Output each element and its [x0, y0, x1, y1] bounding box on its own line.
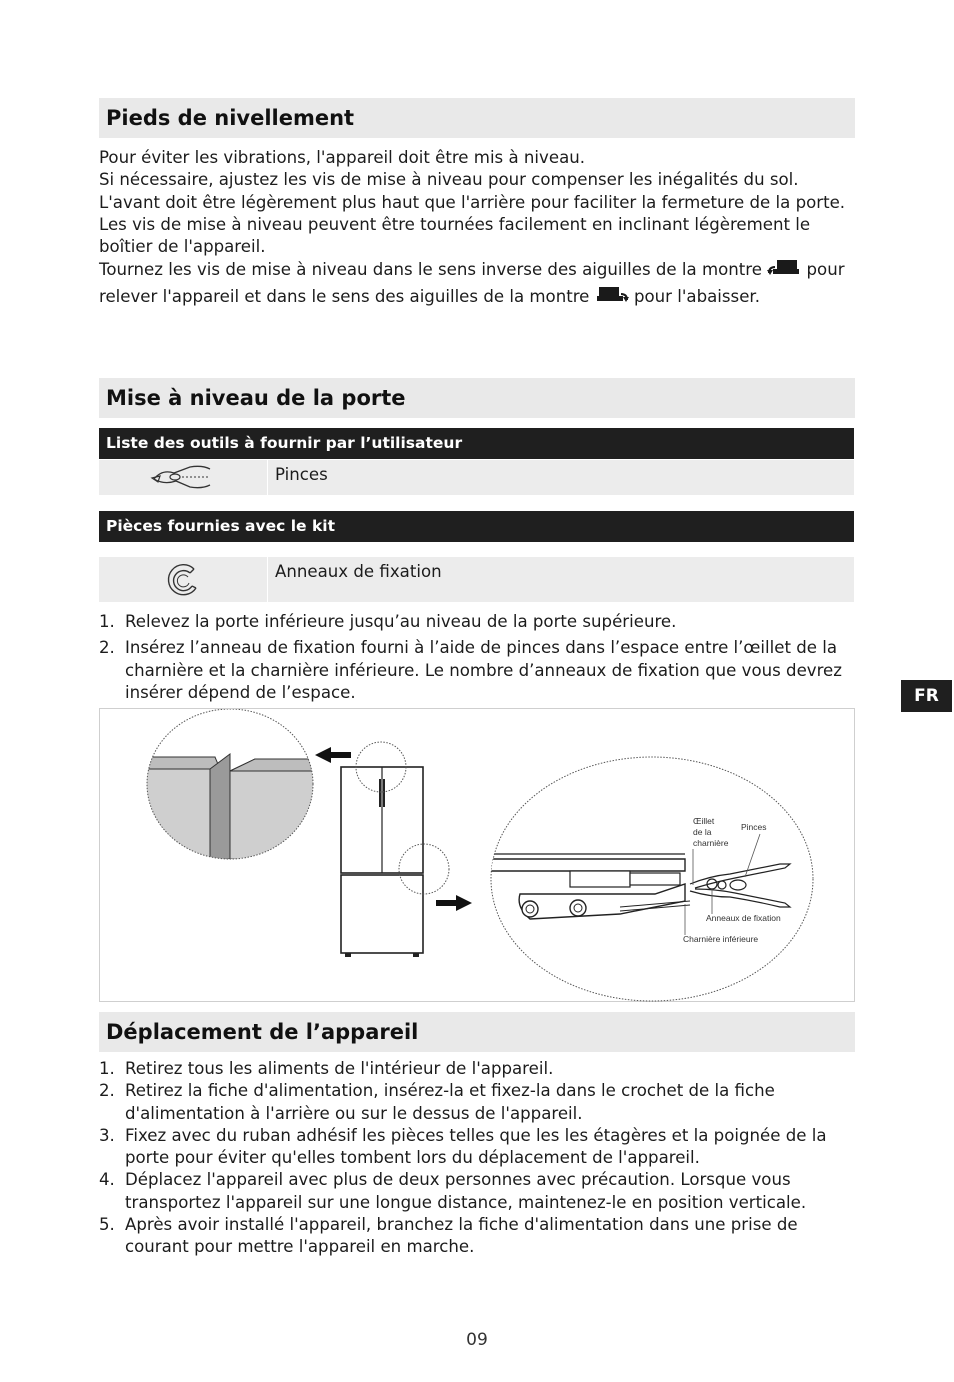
door-leveling-illustration	[99, 708, 855, 1002]
leveling-paragraph-2: Si nécessaire, ajustez les vis de mise à niveau pour compenser les inégalités du sol.	[99, 170, 799, 190]
list-item: 4. Déplacez l'appareil avec plus de deux personnes avec précaution. Lorsque vous transportez l'appareil sur une longue distance, maintenez-le en position verticale.	[99, 1170, 807, 1212]
arrow-left-icon	[315, 747, 351, 763]
arrow-right-icon	[436, 895, 472, 911]
door-gap-detail	[140, 709, 340, 879]
counterclockwise-rotation-icon	[767, 258, 801, 284]
pliers-icon	[99, 460, 268, 495]
leveling-paragraph-5-part-2: pour relever l'appareil et dans le sens des aiguilles de la montre	[99, 260, 845, 306]
part-row-rings	[99, 557, 854, 602]
label-eyelet-line-3: charnière	[693, 838, 729, 848]
label-pliers: Pinces	[741, 822, 767, 832]
tools-list-header: Liste des outils à fournir par l’utilisateur	[99, 428, 854, 459]
page-number: 09	[466, 1330, 488, 1350]
moving-steps-list	[99, 1058, 857, 1259]
clockwise-rotation-icon	[595, 285, 629, 311]
hinge-detail	[490, 757, 813, 1001]
leveling-paragraph-5-part-3: pour l'abaisser.	[628, 286, 760, 306]
retaining-ring-icon	[99, 557, 268, 602]
leveling-paragraph-1: Pour éviter les vibrations, l'appareil doit être mis à niveau.	[99, 148, 586, 167]
label-lower-hinge: Charnière inférieure	[683, 934, 759, 944]
list-item: 1. Relevez la porte inférieure jusqu’au niveau de la porte supérieure.	[99, 612, 677, 631]
list-item: 5. Après avoir installé l'appareil, branchez la fiche d'alimentation dans une prise de courant pour mettre l'appareil en marche.	[99, 1215, 798, 1257]
tool-item-pliers: Pinces	[275, 465, 328, 484]
section-title-moving-appliance: Déplacement de l’appareil	[99, 1012, 855, 1052]
list-item: 2. Retirez la fiche d'alimentation, insérez-la et fixez-la dans le crochet de la fiche d'alimentation à l'arrière ou sur le dessus de l'appareil.	[99, 1081, 775, 1123]
part-item-rings: Anneaux de fixation	[275, 562, 442, 581]
section-title-leveling-feet: Pieds de nivellement	[99, 98, 855, 138]
leveling-paragraph-5-part-1: Tournez les vis de mise à niveau dans le sens inverse des aiguilles de la montre	[99, 260, 762, 280]
leveling-paragraph-3: L'avant doit être légèrement plus haut que l'arrière pour faciliter la fermeture de la porte.	[99, 192, 846, 212]
refrigerator-drawing	[341, 742, 449, 957]
parts-list-header: Pièces fournies avec le kit	[99, 511, 854, 542]
label-rings: Anneaux de fixation	[706, 913, 781, 923]
label-eyelet-line-1: Œillet	[693, 816, 715, 826]
tool-row-pliers	[99, 460, 854, 495]
label-eyelet-line-2: de la	[693, 827, 712, 837]
list-item: 2. Insérez l’anneau de fixation fourni à l’aide de pinces dans l’espace entre l’œillet de la charnière et la charnière inférieure. Le nombre d’anneaux de fixation que vous devrez insérer dépend de l’espace.	[99, 638, 842, 702]
list-item: 1. Retirez tous les aliments de l'intérieur de l'appareil.	[99, 1059, 554, 1078]
leveling-paragraph-5	[99, 258, 857, 311]
leveling-paragraph-4: Les vis de mise à niveau peuvent être tournées facilement en inclinant légèrement le boîtier de l'appareil.	[99, 214, 811, 257]
section-title-door-leveling: Mise à niveau de la porte	[99, 378, 855, 418]
language-tab: FR	[901, 680, 952, 712]
door-steps-list	[99, 611, 857, 704]
leveling-text	[99, 147, 857, 311]
list-item: 3. Fixez avec du ruban adhésif les pièces telles que les les étagères et la poignée de la porte pour éviter qu'elles tombent lors du déplacement de l'appareil.	[99, 1125, 827, 1168]
